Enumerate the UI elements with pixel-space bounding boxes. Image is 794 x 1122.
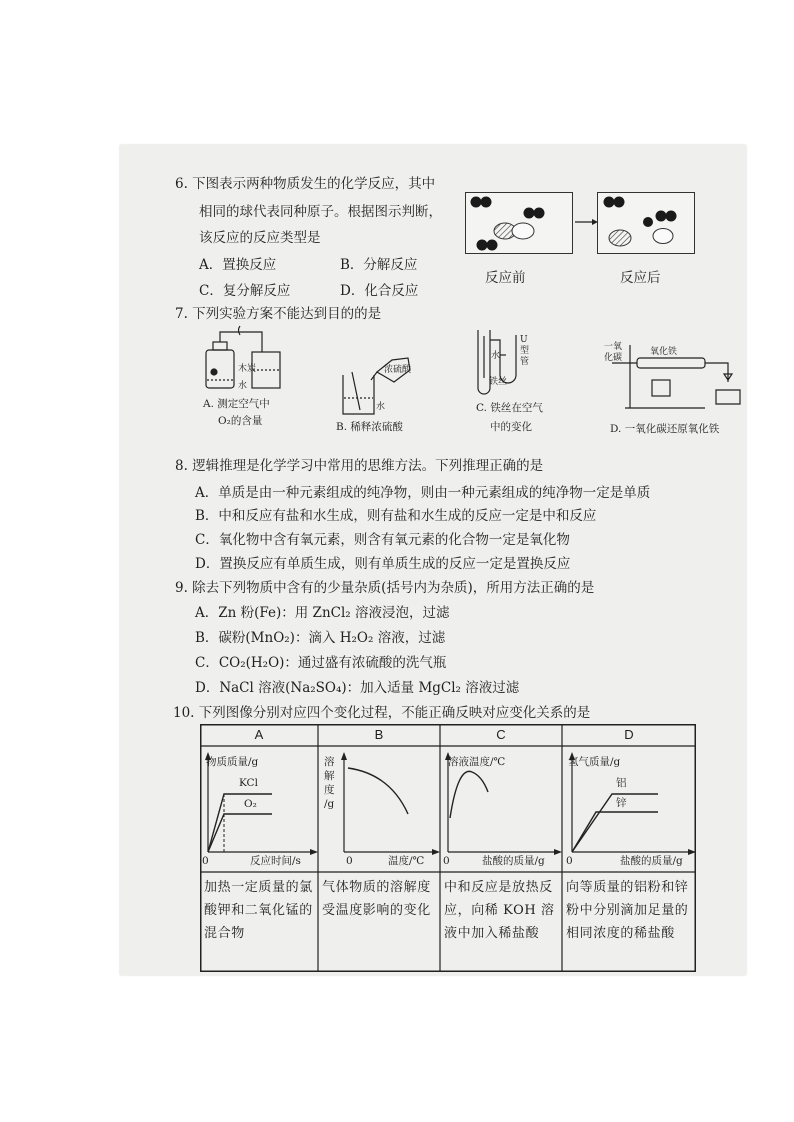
q7c-part-iron: 铁丝	[489, 377, 508, 387]
q8-option-d: D．置换反应有单质生成，则有单质生成的反应一定是置换反应	[195, 556, 571, 572]
q7c-part-xing: 型	[520, 346, 530, 356]
q10-header-c: C	[496, 727, 506, 742]
q6-stem-line-1: 6. 下图表示两种物质发生的化学反应，其中	[175, 176, 436, 192]
graph-a-origin: 0	[202, 855, 209, 867]
graph-d-ylabel: 氢气质量/g	[568, 756, 621, 768]
q7c-part-water: 水	[491, 351, 501, 361]
q6-stem-line-3: 该反应的反应类型是	[199, 230, 321, 246]
q7-stem: 7. 下列实验方案不能达到目的的是	[175, 306, 382, 322]
q10-header-d: D	[624, 727, 634, 742]
q9-option-b: B．碳粉(MnO₂)：滴入 H₂O₂ 溶液，过滤	[195, 630, 446, 646]
graph-b-xlabel: 温度/℃	[388, 855, 425, 867]
q10-description-d: 向等质量的铝粉和锌粉中分别滴加足量的相同浓度的稀盐酸	[566, 880, 689, 941]
graph-d-origin: 0	[566, 855, 573, 867]
apparatus-a	[206, 326, 280, 388]
q7c-part-u: U	[520, 335, 528, 345]
graph-a-ylabel: 物质质量/g	[206, 756, 259, 768]
q6-stem-line-2: 相同的球代表同种原子。根据图示判断，	[199, 204, 442, 220]
q7c-caption-2: 中的变化	[490, 421, 532, 433]
q7d-part-fe2o3: 氧化铁	[650, 347, 678, 357]
q8-option-b: B．中和反应有盐和水生成，则有盐和水生成的反应一定是中和反应	[195, 508, 597, 524]
q10-description-b: 气体物质的溶解度受温度影响的变化	[322, 880, 431, 918]
q10-stem: 10. 下列图像分别对应四个变化过程，不能正确反映对应变化关系的是	[173, 705, 591, 721]
q10-description-a: 加热一定质量的氯酸钾和二氧化锰的混合物	[204, 880, 313, 941]
q6-option-b: B．分解反应	[340, 257, 418, 273]
q10-header-b: B	[374, 727, 384, 742]
q7a-caption-1: A. 测定空气中	[203, 398, 270, 410]
q7d-part-co-1: 一氧	[604, 342, 623, 352]
graph-b	[318, 746, 440, 872]
graph-a-series-kcl: KCl	[239, 777, 258, 789]
q7a-part-charcoal: 木炭	[238, 364, 257, 374]
graph-d-xlabel: 盐酸的质量/g	[620, 855, 683, 867]
q7c-caption-1: C. 铁丝在空气	[476, 402, 543, 414]
graph-a-series-o2: O₂	[244, 798, 257, 810]
graph-b-ylabel-1: 溶	[324, 756, 335, 768]
q6-option-d: D．化合反应	[340, 283, 419, 299]
q9-option-d: D．NaCl 溶液(Na₂SO₄)：加入适量 MgCl₂ 溶液过滤	[195, 680, 520, 696]
q7d-caption: D. 一氧化碳还原氧化铁	[610, 423, 720, 435]
q7d-part-co-2: 化碳	[604, 353, 623, 363]
q6-label-after: 反应后	[620, 270, 661, 286]
graph-a-xlabel: 反应时间/s	[250, 855, 301, 867]
q7b-part-acid: 浓硫酸	[384, 365, 412, 375]
q9-option-a: A．Zn 粉(Fe)：用 ZnCl₂ 溶液浸泡，过滤	[195, 605, 450, 621]
graph-d-zn-line	[572, 812, 658, 852]
q6-option-a: A．置换反应	[199, 257, 277, 273]
graph-c-xlabel: 盐酸的质量/g	[482, 855, 545, 867]
graph-b-solubility-curve	[348, 768, 408, 814]
graph-c-temperature-curve	[450, 771, 488, 818]
q9-option-c: C．CO₂(H₂O)：通过盛有浓硫酸的洗气瓶	[195, 655, 447, 671]
q7c-part-guan: 管	[520, 357, 530, 367]
graph-d-series-zn: 锌	[616, 797, 627, 809]
graph-d-al-line	[572, 794, 658, 852]
q10-header-a: A	[254, 727, 264, 742]
graph-b-origin: 0	[346, 855, 353, 867]
q7b-part-water: 水	[376, 402, 386, 412]
q10-description-c: 中和反应是放热反应，向稀 KOH 溶液中加入稀盐酸	[444, 880, 555, 941]
graph-b-ylabel-3: 度	[324, 784, 335, 796]
graph-a-kcl-line	[208, 794, 272, 852]
graph-b-ylabel-2: 解	[324, 770, 335, 782]
q8-option-c: C．氧化物中含有氧元素，则含有氧元素的化合物一定是氧化物	[195, 532, 570, 548]
q6-label-before: 反应前	[485, 270, 526, 286]
q8-stem: 8. 逻辑推理是化学学习中常用的思维方法。下列推理正确的是	[175, 458, 544, 474]
graph-c-ylabel: 溶液温度/℃	[448, 756, 506, 768]
q7a-part-water: 水	[238, 381, 248, 391]
graph-b-ylabel-4: /g	[324, 798, 335, 810]
q7a-caption-2: O₂的含量	[218, 415, 263, 427]
q10-table	[200, 724, 696, 972]
q8-option-a: A．单质是由一种元素组成的纯净物，则由一种元素组成的纯净物一定是单质	[195, 485, 651, 501]
graph-d-series-al: 铝	[616, 777, 627, 789]
graph-c-origin: 0	[443, 855, 450, 867]
q9-stem: 9. 除去下列物质中含有的少量杂质(括号内为杂质)，所用方法正确的是	[175, 580, 595, 596]
q7b-caption: B. 稀释浓硫酸	[336, 421, 403, 433]
q6-option-c: C．复分解反应	[199, 283, 291, 299]
